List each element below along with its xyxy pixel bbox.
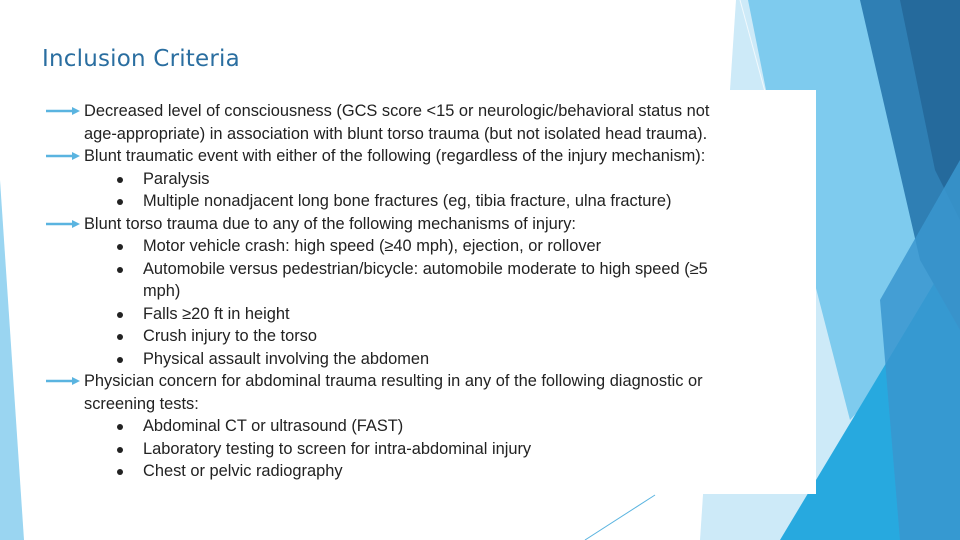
- criterion-text: age-appropriate) in association with blunt torso trauma (but not isolated head trauma).: [84, 124, 708, 143]
- criterion-bullet-text: Paralysis: [143, 169, 210, 188]
- bullet-icon: [117, 357, 123, 363]
- bottom-panel-line: [585, 495, 655, 540]
- bullet-icon: [117, 469, 123, 475]
- criterion-text: screening tests:: [84, 394, 199, 413]
- criterion-text: Physician concern for abdominal trauma resulting in any of the following diagnostic or: [84, 372, 703, 390]
- criterion-bullet-text: Abdominal CT or ultrasound (FAST): [143, 417, 404, 435]
- criterion-text: Blunt torso trauma due to any of the following mechanisms of injury:: [84, 214, 576, 233]
- criterion-arrow-icon: [46, 151, 80, 161]
- criterion-bullet-text: Multiple nonadjacent long bone fractures (eg, tibia fracture, ulna fracture): [143, 192, 672, 210]
- bullet-icon: [117, 312, 123, 318]
- criterion-bullet-text: Crush injury to the torso: [143, 327, 317, 345]
- criterion-bullet-text: Motor vehicle crash: high speed (≥40 mph), ejection, or rollover: [143, 237, 602, 255]
- bullet-icon: [117, 177, 123, 183]
- criterion-bullet-text: Automobile versus pedestrian/bicycle: automobile moderate to high speed (≥5: [143, 259, 708, 278]
- criterion-bullet-text: mph): [143, 282, 181, 300]
- criterion-bullet-text: Chest or pelvic radiography: [143, 462, 343, 480]
- bullet-icon: [117, 447, 123, 453]
- criterion-arrow-icon: [46, 376, 80, 386]
- criterion-text: Blunt traumatic event with either of the following (regardless of the injury mechanism):: [84, 147, 706, 165]
- bullet-icon: [117, 244, 123, 250]
- left-accent-shape: [0, 180, 24, 540]
- criterion-bullet-text: Laboratory testing to screen for intra-abdominal injury: [143, 439, 532, 458]
- criterion-text: Decreased level of consciousness (GCS score <15 or neurologic/behavioral status not: [84, 102, 710, 120]
- criterion-arrow-icon: [46, 106, 80, 116]
- bullet-icon: [117, 424, 123, 430]
- criterion-bullet-text: Falls ≥20 ft in height: [143, 304, 290, 323]
- slide-title: Inclusion Criteria: [42, 46, 240, 72]
- bullet-icon: [117, 334, 123, 340]
- bullet-icon: [117, 267, 123, 273]
- criterion-bullet-text: Physical assault involving the abdomen: [143, 349, 430, 368]
- bullet-icon: [117, 199, 123, 205]
- criterion-arrow-icon: [46, 219, 80, 229]
